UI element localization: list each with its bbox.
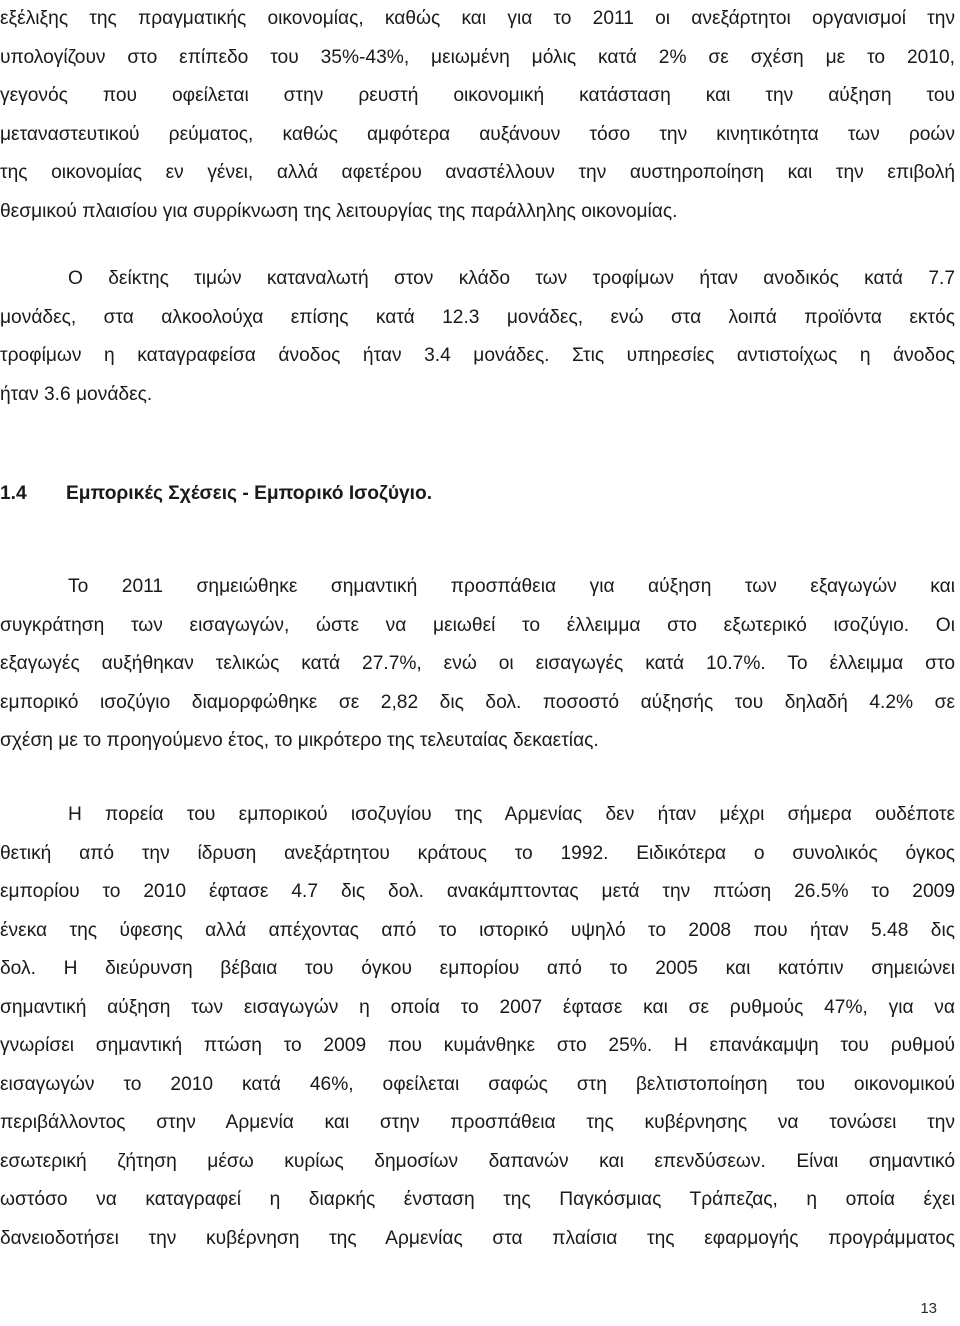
- text-line: συγκράτηση των εισαγωγών, ώστε να μειωθεί το έλλειμμα στο εξωτερικό ισοζύγιο. Οι: [0, 614, 955, 636]
- text-line: σχέση με το προηγούμενο έτος, το μικρότερο της τελευταίας δεκαετίας.: [0, 730, 599, 751]
- text-line: ωστόσο να καταγραφεί η διαρκής ένσταση της Παγκόσμιας Τράπεζας, η οποία έχει: [0, 1189, 955, 1210]
- text-line: γεγονός που οφείλεται στην ρευστή οικονομική κατάσταση και την αύξηση του: [0, 85, 955, 106]
- text-line: δολ. Η διεύρυνση βέβαια του όγκου εμπορίου από το 2005 και κατόπιν σημειώνει: [0, 958, 955, 979]
- text-line: εμπορικό ισοζύγιο διαμορφώθηκε σε 2,82 δις δολ. ποσοστό αύξησής του δηλαδή 4.2% σε: [0, 691, 955, 713]
- text-line: ένεκα της ύφεσης αλλά απέχοντας από το ιστορικό υψηλό το 2008 που ήταν 5.48 δις: [0, 919, 955, 941]
- section-heading: [0, 475, 432, 513]
- text-line: δανειοδοτήσει την κυβέρνηση της Αρμενίας στα πλαίσια της εφαρμογής προγράμματος: [0, 1227, 955, 1249]
- text-line: θεσμικού πλαισίου για συρρίκνωση της λειτουργίας της παράλληλης οικονομίας.: [0, 200, 678, 222]
- paragraph-exports-imports: [0, 568, 955, 761]
- text-line: εξαγωγές αυξήθηκαν τελικώς κατά 27.7%, ενώ οι εισαγωγές κατά 10.7%. Το έλλειμμα στο: [0, 653, 955, 674]
- text-line: υπολογίζουν στο επίπεδο του 35%-43%, μειωμένη μόλις κατά 2% σε σχέση με το 2010,: [0, 46, 955, 68]
- text-line: περιβάλλοντος στην Αρμενία και στην προσπάθεια της κυβέρνησης να τονώσει την: [0, 1112, 955, 1133]
- text-line: Το 2011 σημειώθηκε σημαντική προσπάθεια για αύξηση των εξαγωγών και: [68, 576, 955, 597]
- text-line: εσωτερική ζήτηση μέσω κυρίως δημοσίων δαπανών και επενδύσεων. Είναι σημαντικό: [0, 1150, 955, 1172]
- section-number: 1.4: [0, 483, 27, 504]
- text-line: της οικονομίας εν γένει, αλλά αφετέρου αναστέλλουν την αυστηροποίηση και την επιβολή: [0, 162, 955, 183]
- text-line: εξέλιξης της πραγματικής οικονομίας, καθώς και για το 2011 οι ανεξάρτητοι οργανισμοί την: [0, 8, 955, 29]
- text-line: θετική από την ίδρυση ανεξάρτητου κράτους το 1992. Ειδικότερα ο συνολικός όγκος: [0, 842, 955, 864]
- text-line: ήταν 3.6 μονάδες.: [0, 383, 153, 405]
- text-line: Ο δείκτης τιμών καταναλωτή στον κλάδο των τροφίμων ήταν ανοδικός κατά 7.7: [68, 268, 955, 289]
- paragraph-consumer-price-index: [0, 260, 955, 414]
- text-line: Η πορεία του εμπορικού ισοζυγίου της Αρμενίας δεν ήταν μέχρι σήμερα ουδέποτε: [68, 804, 955, 825]
- text-line: εισαγωγών το 2010 κατά 46%, οφείλεται σαφώς στη βελτιστοποίηση του οικονομικού: [0, 1073, 955, 1095]
- text-line: εμπορίου το 2010 έφτασε 4.7 δις δολ. ανακάμπτοντας μετά την πτώση 26.5% το 2009: [0, 881, 955, 902]
- section-title: Εμπορικές Σχέσεις - Εμπορικό Ισοζύγιο.: [66, 483, 433, 504]
- text-line: γνωρίσει σημαντική πτώση το 2009 που κυμάνθηκε στο 25%. Η επανάκαμψη του ρυθμού: [0, 1035, 955, 1056]
- text-line: τροφίμων η καταγραφείσα άνοδος ήταν 3.4 μονάδες. Στις υπηρεσίες αντιστοίχως η άνοδος: [0, 345, 955, 366]
- paragraph-trade-balance-history: [0, 796, 955, 1258]
- page-number: 13: [920, 1300, 937, 1317]
- text-line: σημαντική αύξηση των εισαγωγών η οποία το 2007 έφτασε και σε ρυθμούς 47%, για να: [0, 996, 955, 1018]
- text-line: μονάδες, στα αλκοολούχα επίσης κατά 12.3 μονάδες, ενώ στα λοιπά προϊόντα εκτός: [0, 306, 955, 328]
- text-line: μεταναστευτικού ρεύματος, καθώς αμφότερα αυξάνουν τόσο την κινητικότητα των ροών: [0, 123, 955, 145]
- paragraph-informal-economy: [0, 0, 955, 231]
